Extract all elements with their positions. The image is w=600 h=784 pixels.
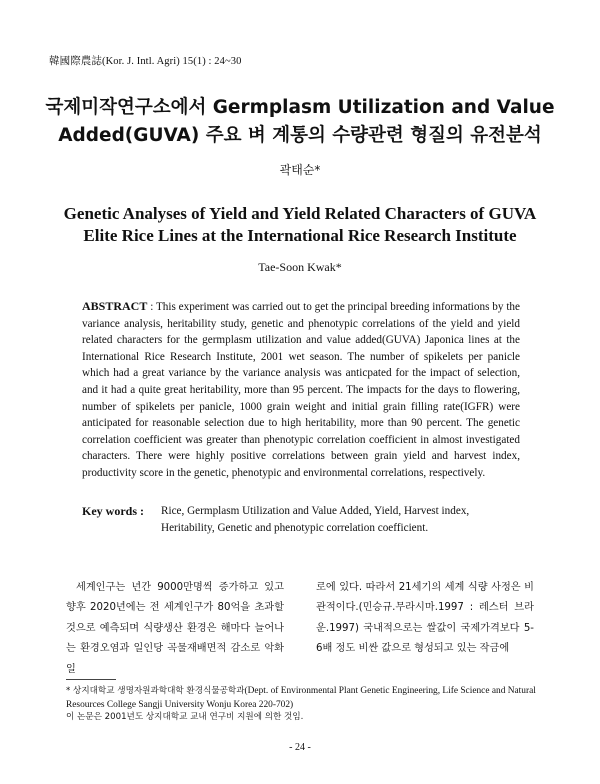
- abstract-separator: :: [147, 301, 156, 313]
- abstract-text: This experiment was carried out to get the principal breeding informations by the variance analysis, heritability study, genetic and phenotypic correlations of the yield and yield related characters for the germplasm utilization and value added(GUVA) Japonica lines at the International Rice Research Institute, 2001 wet season. The number of spikelets per panicle which had a great variance by the variance analysis was anticpated for the impact of selection, and it had a quite great heritability, more than 95 percent. The impacts for the days to flowering, number of spikelets per panicle, 1000 grain weight and initial grain filling rate(IGFR) were anticipated for reasonable selection due to high heritability, more than 90 percent. The genetic correlation coefficient was greater than phenotypic correlation coefficient in almost investigated characters. There were highly positive correlations between grain yield and harvest index, productivity score in the genetic, phenotypic and environmental correlations, respectively.: [82, 301, 520, 479]
- footnote-divider: [66, 679, 116, 680]
- journal-header: 韓國際農誌(Kor. J. Intl. Agri) 15(1) : 24~30: [49, 56, 242, 67]
- keywords: [82, 503, 520, 536]
- english-title-line-2: Elite Rice Lines at the International Rice Research Institute: [83, 226, 517, 245]
- keywords-label: [82, 503, 161, 520]
- korean-author: 곽태순*: [279, 163, 321, 177]
- english-author: Tae-Soon Kwak*: [258, 260, 342, 274]
- page-number: - 24 -: [289, 742, 311, 753]
- korean-title-line-2: Added(GUVA) 주요 벼 계통의 수량관련 형질의 유전분석: [58, 125, 542, 146]
- footnote-funding: 이 논문은 2001년도 상지대학교 교내 연구비 지원에 의한 것임.: [66, 712, 304, 722]
- abstract-label: ABSTRACT: [82, 299, 148, 313]
- footnote-affiliation-english: (Dept. of Environmental Plant Genetic Engineering, Life Science and Natural Resources College Sangji University Wonju Korea 220-702): [66, 686, 536, 710]
- keywords-separator: :: [137, 504, 144, 518]
- body-left-column: 세계인구는 년간 9000만명씩 증가하고 있고 향후 2020년에는 전 세계인구가 80억을 초과할 것으로 예측되며 식량생산 환경은 해마다 늘어나는 환경오염과 일인당 곡물재배면적 감소로 악화일: [66, 582, 284, 675]
- footnote-affiliation-korean: * 상지대학교 생명자원과학대학 환경식물공학과: [66, 686, 245, 696]
- english-title-line-1: Genetic Analyses of Yield and Yield Related Characters of GUVA: [63, 204, 537, 223]
- abstract: [82, 298, 520, 482]
- body-right-column: 로에 있다. 따라서 21세기의 세계 식량 사정은 비관적이다.(민승규.무라시마.1997 : 레스터 브라운.1997) 국내적으로는 쌀값이 국제가격보다 5-6배 정도 비싼 값으로 형성되고 있는 작금에: [316, 582, 534, 655]
- footnote-affiliation: [66, 684, 538, 712]
- keywords-label-text: Key words: [82, 504, 137, 518]
- keywords-text: Rice, Germplasm Utilization and Value Added, Yield, Harvest index, Heritability, Genetic and phenotypic correlation coefficient.: [161, 505, 470, 534]
- korean-title-line-1: 국제미작연구소에서 Germplasm Utilization and Value: [45, 97, 555, 118]
